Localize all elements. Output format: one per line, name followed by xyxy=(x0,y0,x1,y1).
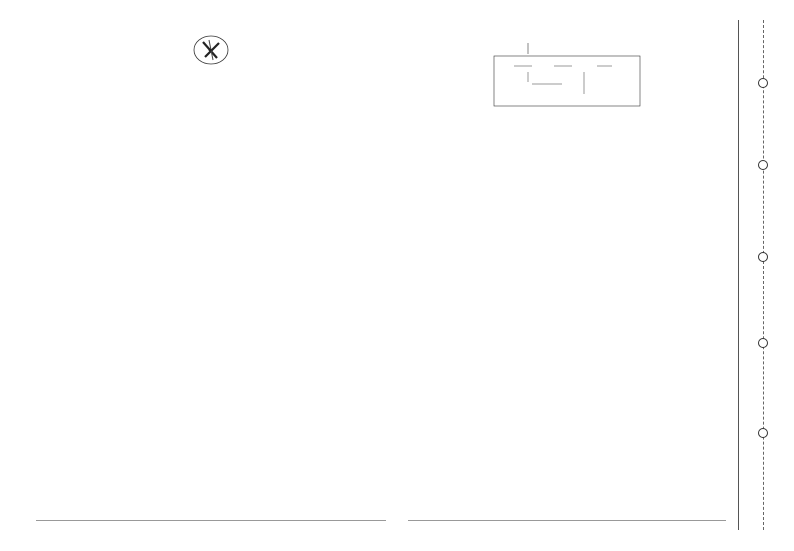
seal-circle xyxy=(758,338,768,348)
question-11 xyxy=(408,34,726,114)
right-column xyxy=(408,32,726,116)
chromosome-figure xyxy=(191,34,231,66)
seal-circle xyxy=(758,78,768,88)
left-column xyxy=(36,32,386,68)
seal-circle xyxy=(758,252,768,262)
seal-circle xyxy=(758,428,768,438)
ttv-diagram xyxy=(492,34,642,114)
dashed-cut-line xyxy=(763,20,764,530)
question-6 xyxy=(36,34,386,66)
footer-divider-right xyxy=(408,520,726,521)
seal-circle xyxy=(758,160,768,170)
footer-divider-left xyxy=(36,520,386,521)
binding-seal-strip xyxy=(738,20,787,530)
